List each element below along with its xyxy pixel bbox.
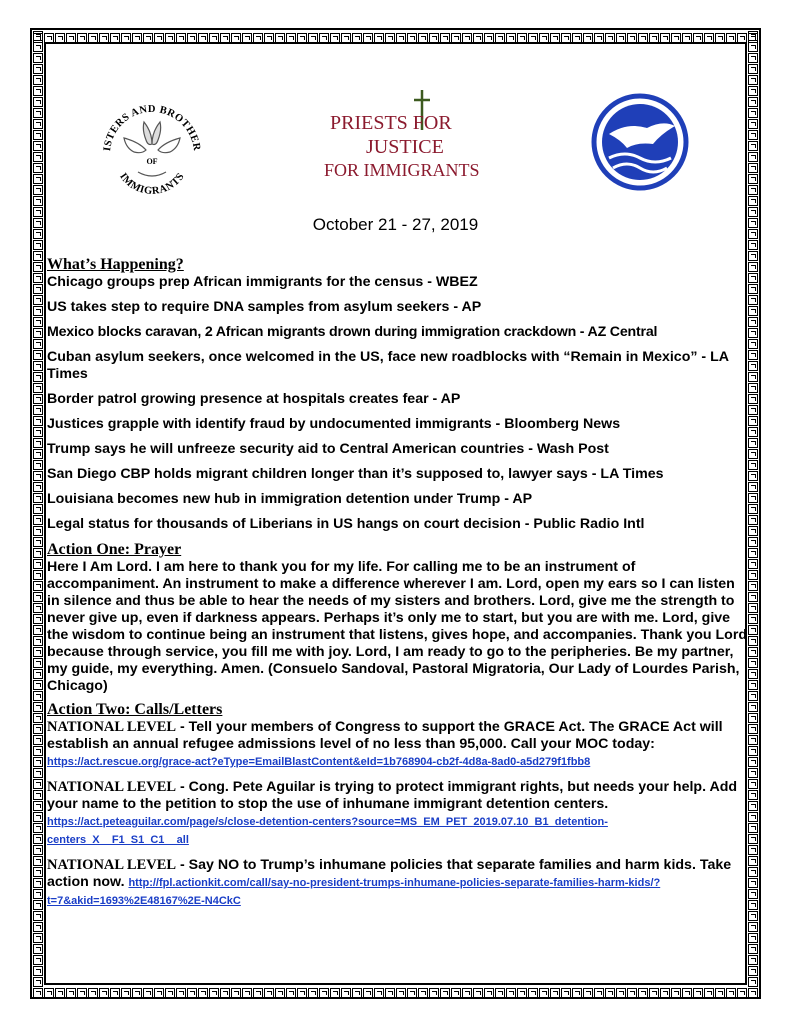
svg-text:IMMIGRANTS: IMMIGRANTS [117,171,187,198]
call-text: - Tell your members of Congress to support the GRACE Act. The GRACE Act will establish an annual refugee admissions level of no less than 95,000. Call your MOC today: [47,719,723,752]
pjfi-logo [310,88,480,188]
call-link[interactable]: https://act.rescue.org/grace-act?eType=EmailBlastContent&eId=1b768904-cb2f-4d8a-8ad0-a5d279f1fbb8 [47,756,591,768]
headline-item[interactable]: Mexico blocks caravan, 2 African migrants drown during immigration crackdown - AZ Central [47,324,658,340]
prayer-text: Here I Am Lord. I am here to thank you for my life. For calling me to be an instrument of accompaniment. An instrument to make a difference wherever I am. Lord, open my ears so I can listen in silence and thus be able to hear the needs of my sisters and brothers. Lord, give me the strength to never give up, even if darkness appears. Perhaps it’s only me to start, but you are with me. Lord, give the wisdom to continue being an instrument that listens, gives hope, and accompanies. Thank you Lord because through service, you fill me with joy. Lord, I am ready to go to the peripheries. Be my partner, my guide, my everything. Amen. (Consuelo Sandoval, Pastoral Migratoria, Our Lady of Lourdes Parish, Chicago) [47,559,748,694]
call-level-label: NATIONAL LEVEL [47,719,177,735]
date-range: October 21 - 27, 2019 [312,215,479,234]
call-item [47,857,747,910]
call-item [47,779,747,849]
action-one-title: Action One: Prayer [47,541,182,558]
call-level-label: NATIONAL LEVEL [47,779,177,795]
call-text: - Say NO to Trump’s inhumane policies that separate families and harm kids. Take action now. [47,857,732,890]
pjfi-line1: PRIESTS FOR [330,112,452,134]
headline-item[interactable]: Cuban asylum seekers, once welcomed in the US, face new roadblocks with “Remain in Mexico” - LA Times [47,349,729,382]
call-link[interactable]: http://fpl.actionkit.com/call/say-no-president-trumps-inhumane-policies-separate-families-harm-kids/?t=7&akid=1693%2E48167%2E-N4CkC [47,877,661,907]
whats-happening-title: What’s Happening? [47,256,184,273]
call-link[interactable]: https://act.peteaguilar.com/page/s/close-detention-centers?source=MS_EM_PET_2019.07.10_B1_detention-centers_X__F1_S1_C1__all [47,816,608,846]
headline-item[interactable]: Legal status for thousands of Liberians in US hangs on court decision - Public Radio Intl [47,516,645,532]
pjfi-line3: FOR IMMIGRANTS [324,160,480,180]
headline-item[interactable]: Justices grapple with identify fraud by undocumented immigrants - Bloomberg News [47,416,621,432]
headline-item[interactable]: Chicago groups prep African immigrants for the census - WBEZ [47,274,478,290]
sisters-brothers-logo [94,92,210,208]
newsletter-content [47,256,747,918]
headline-item[interactable]: Louisiana becomes new hub in immigration detention under Trump - AP [47,491,533,507]
action-two-title: Action Two: Calls/Letters [47,701,223,718]
headline-item[interactable]: Border patrol growing presence at hospitals creates fear - AP [47,391,461,407]
call-level-label: NATIONAL LEVEL [47,857,177,873]
svg-text:SISTERS AND BROTHERS: ISTERS AND BROTHER [102,103,203,152]
call-text: - Cong. Pete Aguilar is trying to protect immigrant rights, but needs your help. Add your name to the petition to stop the use of inhumane immigrant detention centers. [47,779,738,812]
headline-list [47,274,747,533]
call-item [47,719,747,771]
headline-item[interactable]: US takes step to require DNA samples from asylum seekers - AP [47,299,482,315]
svg-text:OF: OF [146,157,158,166]
pjfi-line2: JUSTICE [366,136,444,158]
headline-item[interactable]: San Diego CBP holds migrant children longer than it’s supposed to, lawyer says - LA Times [47,466,664,482]
headline-item[interactable]: Trump says he will unfreeze security aid to Central American countries - Wash Post [47,441,609,457]
dove-emblem-logo [587,92,693,192]
